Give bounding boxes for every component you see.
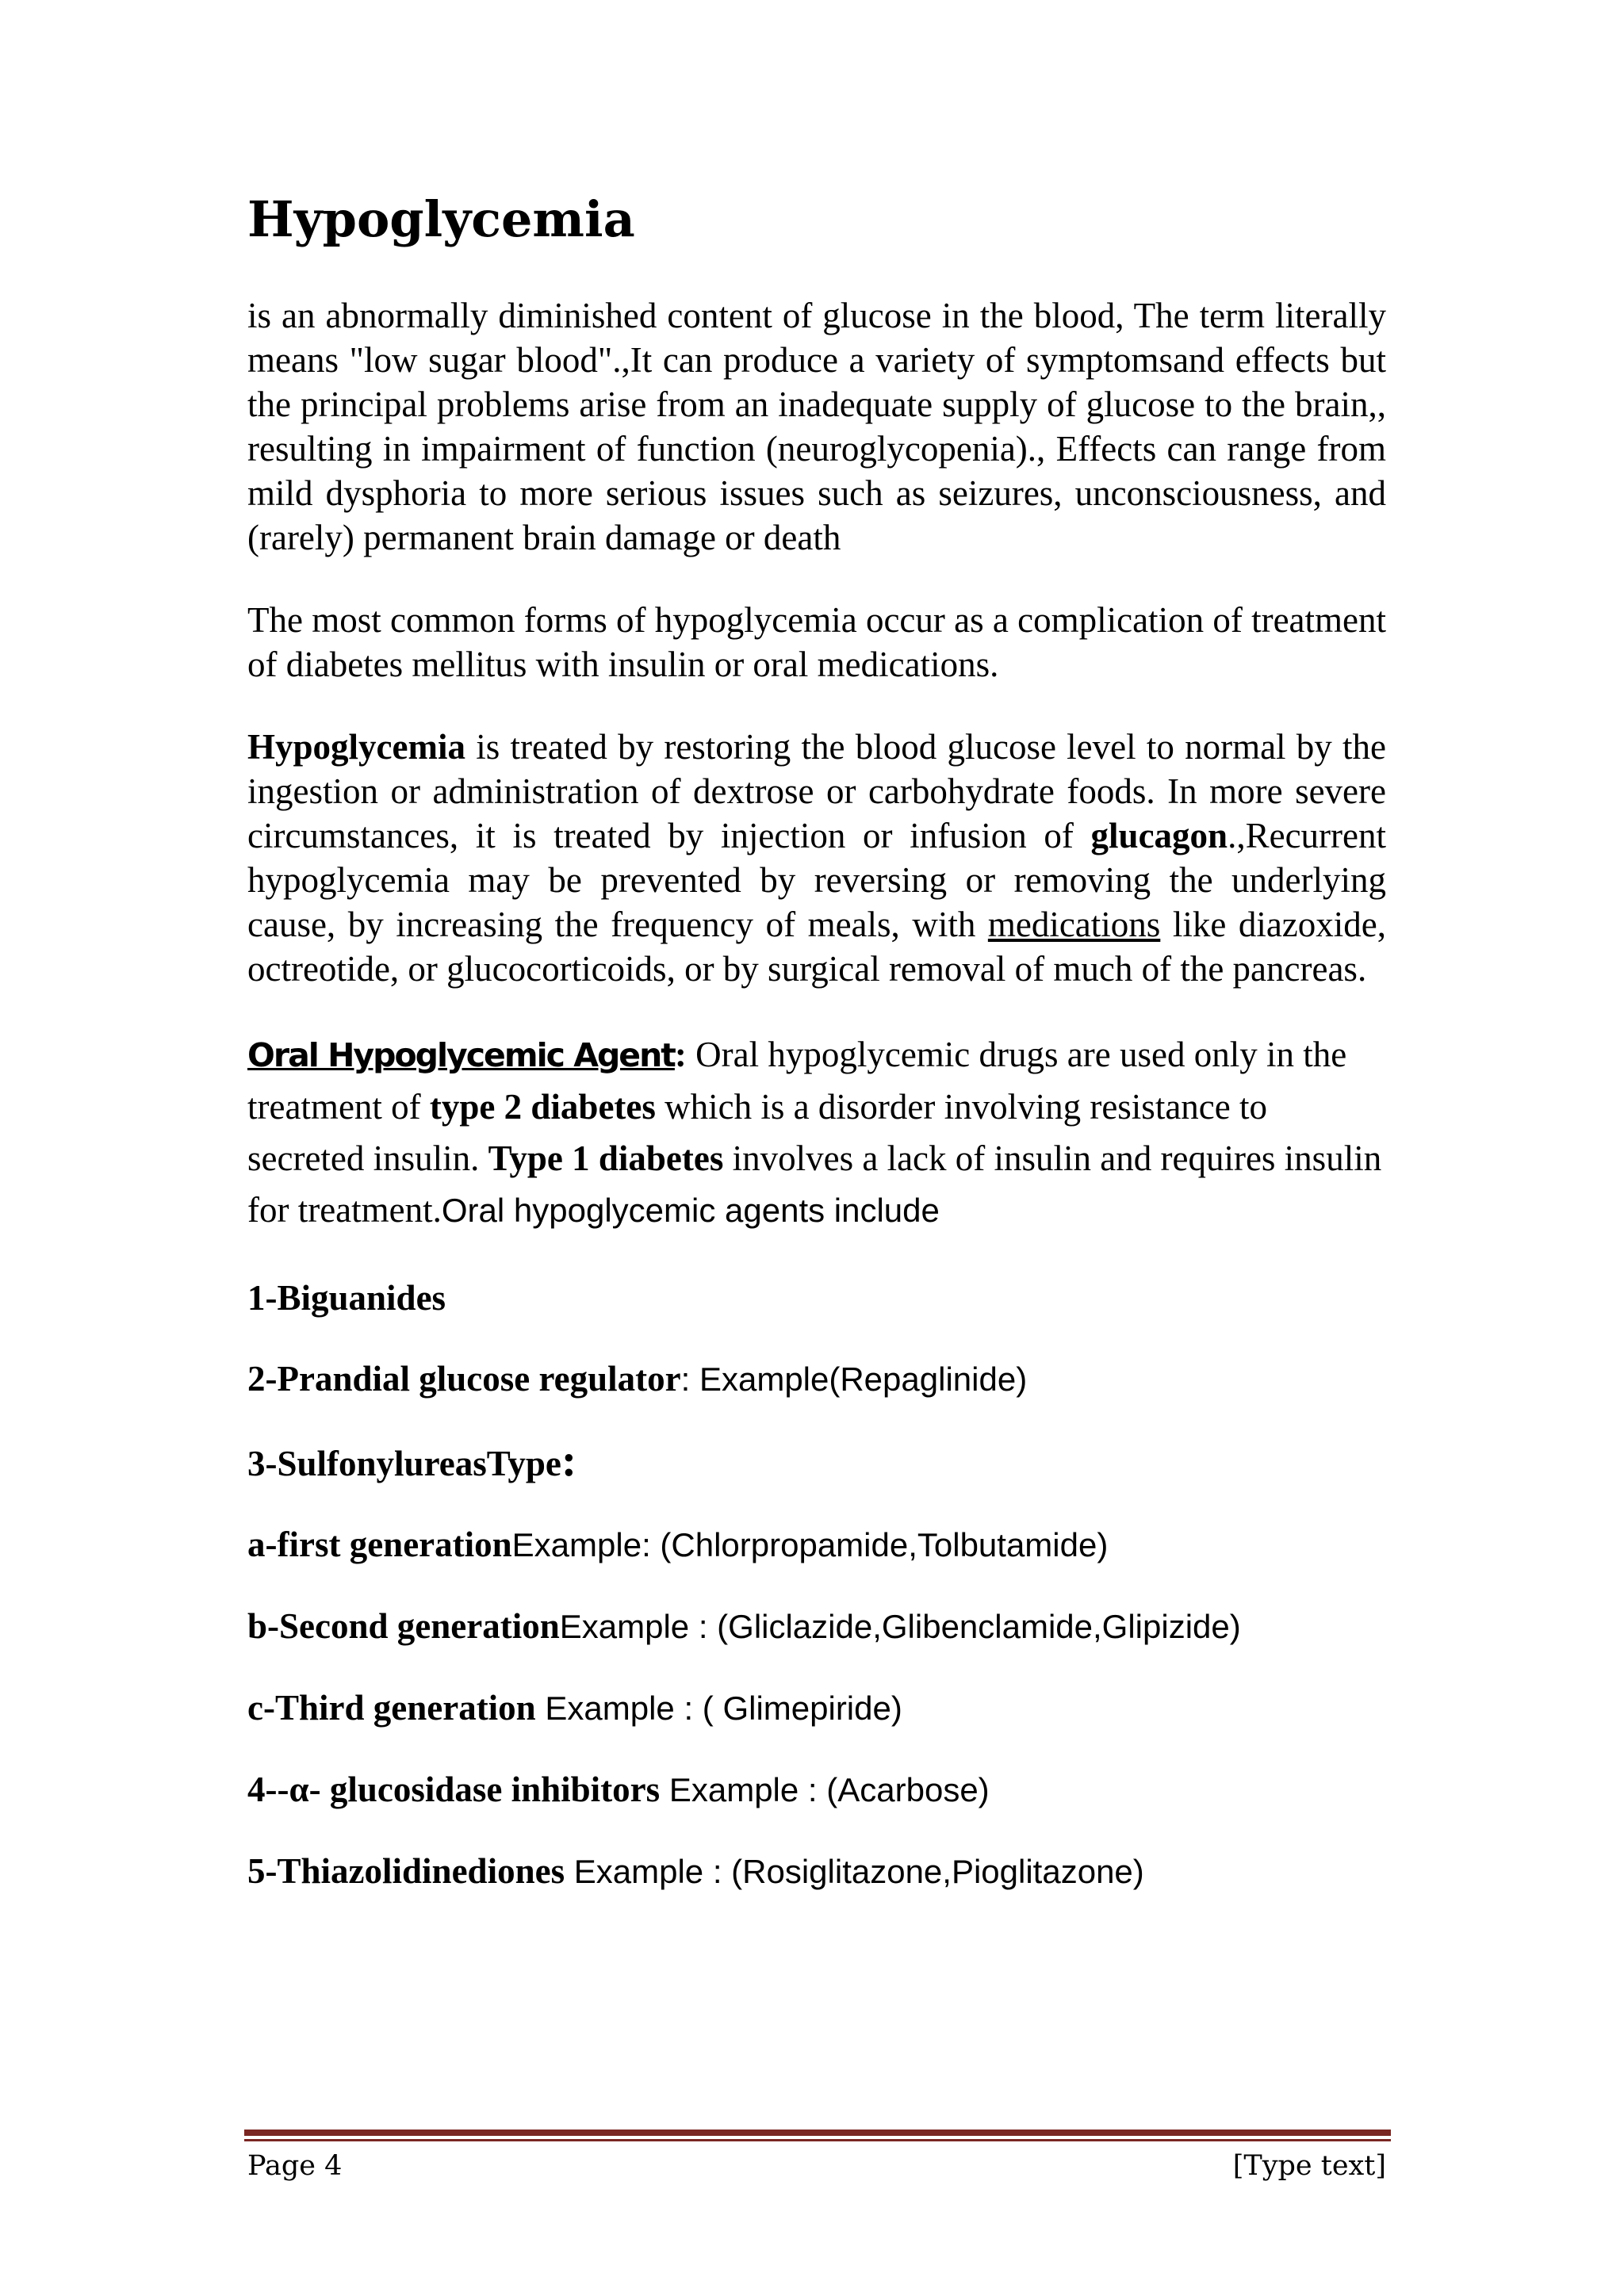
list-item-label: 4--α- glucosidase inhibitors: [247, 1770, 661, 1810]
glucagon-term: glucagon: [1090, 816, 1228, 856]
list-item: [247, 1686, 1386, 1731]
list-item-label: 1-Biguanides: [247, 1278, 446, 1318]
page-title: Hypoglycemia: [247, 190, 635, 248]
paragraph-treatment: [247, 725, 1386, 991]
list-item: [247, 1767, 1386, 1812]
paragraph-definition: [247, 293, 1386, 560]
type2-term: type 2 diabetes: [429, 1087, 656, 1127]
footer-rule-thin: [244, 2139, 1391, 2141]
list-item-example: Example : (Rosiglitazone,Pioglitazone): [565, 1853, 1144, 1891]
treatment-lead-term: Hypoglycemia: [247, 727, 465, 767]
list-item-example: Example : (Gliclazide,Glibenclamide,Glipizide): [559, 1608, 1241, 1646]
page-footer: [247, 2147, 1386, 2185]
list-item-example: : Example(Repaglinide): [680, 1360, 1028, 1399]
paragraph-oral-agents: [247, 1029, 1386, 1236]
oral-agent-text-b: which is a disorder involving resistance to secreted insulin.: [247, 1087, 1267, 1179]
list-item-example: Example : ( Glimepiride): [535, 1689, 902, 1728]
paragraph-common-forms-text: The most common forms of hypoglycemia occur as a complication of treatment of diabetes mellitus with insulin or oral medications.: [247, 600, 1386, 685]
type1-term: Type 1 diabetes: [488, 1138, 724, 1179]
treatment-text-b: .,Recurrent hypoglycemia may be prevented by reversing or removing the underlying cause, by increasing the frequency of meals, with: [247, 816, 1386, 945]
oral-agent-colon: :: [674, 1035, 687, 1075]
list-item: [247, 1604, 1386, 1649]
list-item: [247, 1434, 1386, 1487]
document-page: [247, 190, 1386, 1931]
treatment-text-a: is treated by restoring the blood glucose level to normal by the ingestion or administration of dextrose or carbohydrate foods. In more severe circumstances, it is treated by injection or infusion of: [247, 727, 1386, 856]
list-item-label: 3-SulfonylureasType: [247, 1444, 561, 1484]
oral-agent-text-sans: Oral hypoglycemic agents include: [441, 1192, 940, 1230]
list-item: [247, 1357, 1386, 1402]
paragraph-definition-text: is an abnormally diminished content of glucose in the blood, The term literally means "low sugar blood".,It can produce a variety of symptomsand effects but the principal problems arise from an inadequate supply of glucose to the brain,, resulting in impairment of function (neuroglycopenia)., Effects can range from mild dysphoria to more serious issues such as seizures, unconsciousness, and (rarely) permanent brain damage or death: [247, 296, 1386, 558]
list-item-example-values: : (Chlorpropamide,Tolbutamide): [642, 1526, 1109, 1564]
list-item-label: a-first generation: [247, 1525, 512, 1565]
oral-agent-text-a: Oral hypoglycemic drugs are used only in the treatment of: [247, 1035, 1347, 1127]
list-item-example: Example : (Acarbose): [660, 1771, 990, 1809]
treatment-text-c: like diazoxide, octreotide, or glucocorticoids, or by surgical removal of much of the pancreas.: [247, 905, 1387, 989]
footer-placeholder-text: [Type text]: [1232, 2150, 1386, 2182]
list-item-label: 5-Thiazolidinediones: [247, 1851, 565, 1892]
list-item: [247, 1849, 1386, 1894]
agent-list: [247, 1276, 1386, 1894]
paragraph-common-forms: [247, 598, 1386, 687]
list-item-example: Example: [511, 1526, 642, 1564]
list-item-label: c-Third generation: [247, 1688, 536, 1728]
list-item-colon: :: [561, 1434, 577, 1487]
medications-link[interactable]: medications: [987, 905, 1161, 945]
list-item: [247, 1522, 1386, 1567]
footer-rule-thick: [244, 2130, 1391, 2136]
oral-agent-heading: Oral Hypoglycemic Agent: [247, 1036, 675, 1075]
list-item-label: 2-Prandial glucose regulator: [247, 1359, 681, 1399]
footer-page-number: Page 4: [247, 2150, 343, 2182]
oral-agent-text-c: involves a lack of insulin and requires insulin for treatment.: [247, 1138, 1382, 1230]
list-item: [247, 1276, 1386, 1320]
list-item-label: b-Second generation: [247, 1606, 560, 1647]
